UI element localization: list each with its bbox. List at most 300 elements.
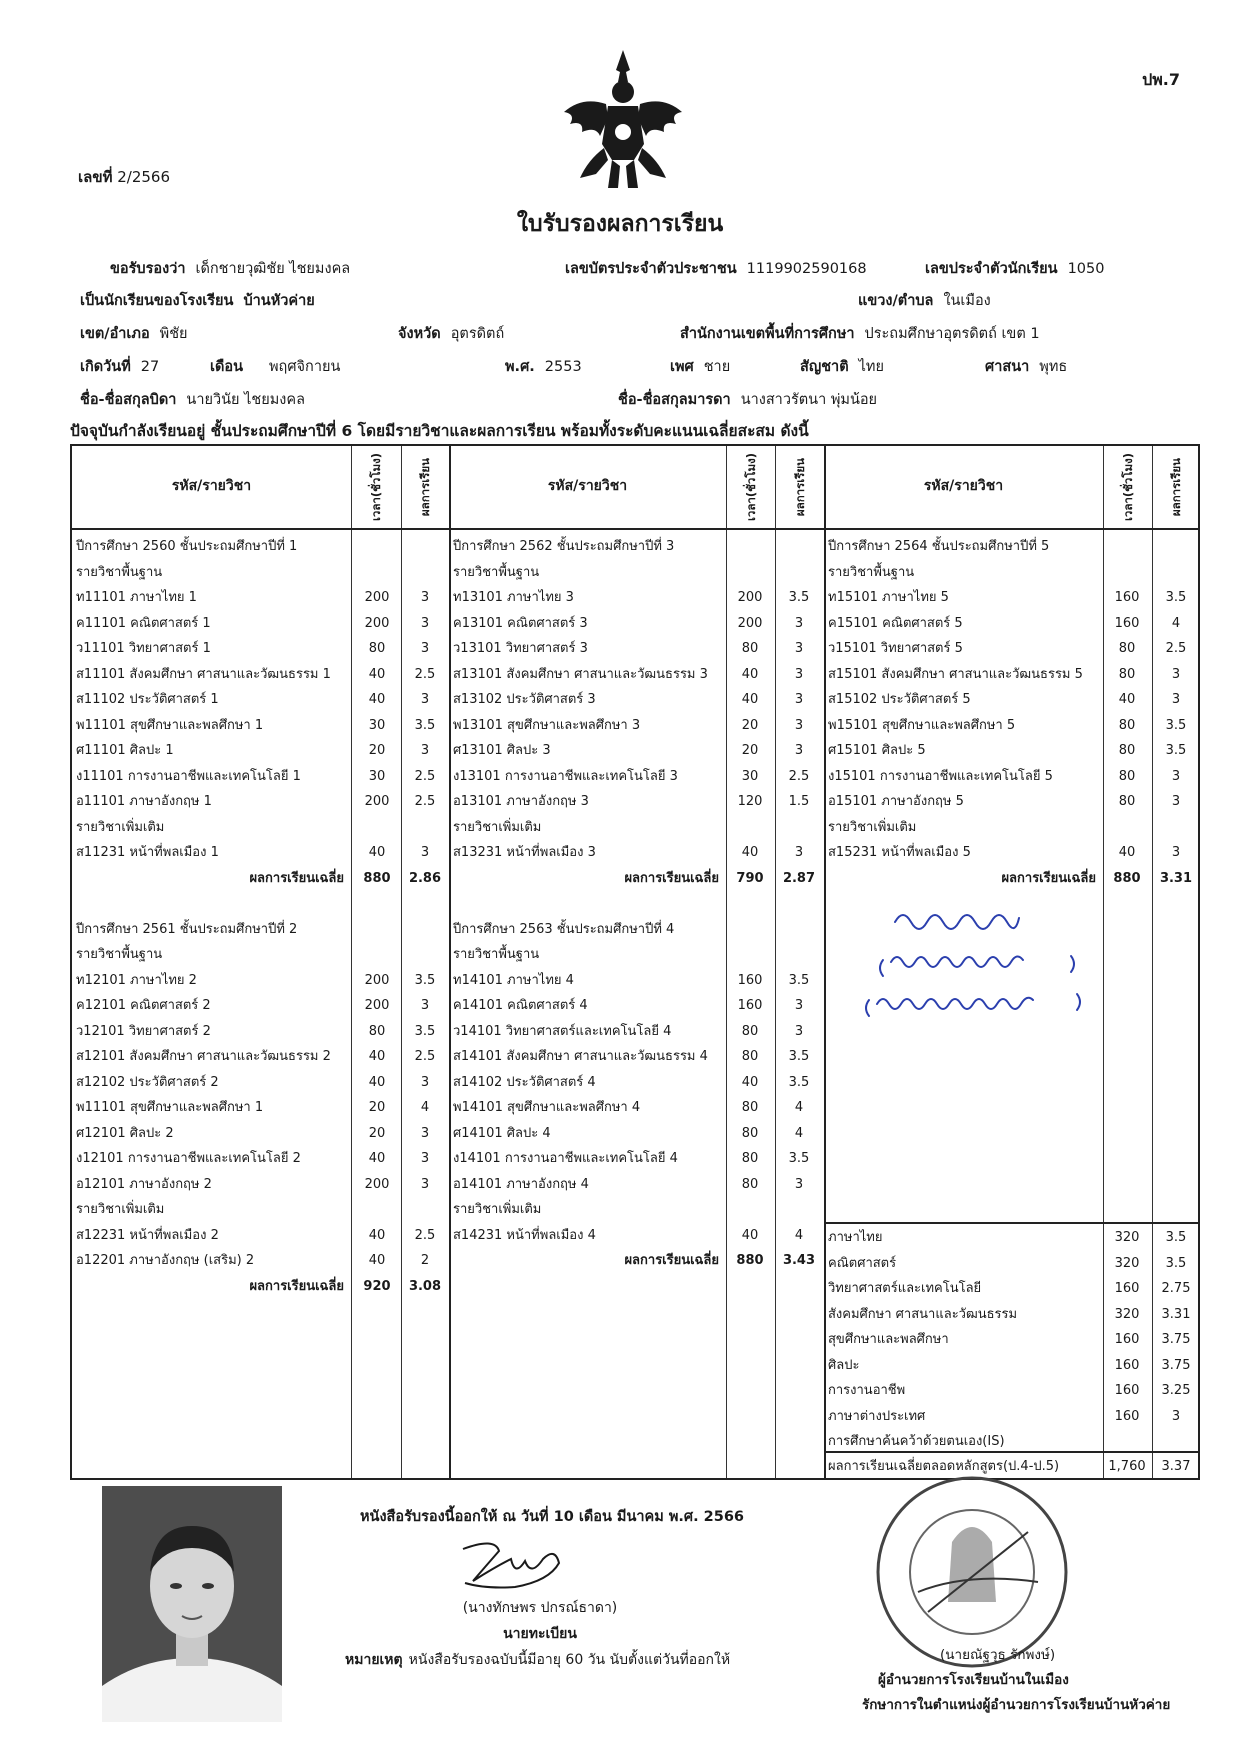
hours-value: 40	[1118, 692, 1136, 707]
subdistrict-line	[858, 289, 991, 312]
hours-value: 40	[741, 1074, 759, 1090]
table-row	[72, 1197, 1198, 1223]
subject-name: ส14102 ประวัติศาสตร์ 4	[453, 1074, 596, 1090]
table-row	[72, 840, 1198, 866]
director-position: ผู้อำนวยการโรงเรียนบ้านในเมือง	[878, 1672, 1069, 1688]
grade-value: 4	[794, 1227, 804, 1243]
subject-name: รายวิชาพื้นฐาน	[828, 564, 915, 580]
birth-year-label: พ.ศ.	[505, 359, 535, 375]
subject-name: ศิลปะ	[828, 1357, 860, 1373]
hours-value: 80	[741, 1176, 759, 1192]
grade-value: 3	[1171, 768, 1181, 784]
grade-value: 3.5	[1165, 1230, 1187, 1245]
grade-value: 3	[420, 743, 430, 758]
grade-value: 3	[420, 1125, 430, 1141]
hours-value: 1,760	[1108, 1459, 1146, 1474]
birth-year-line	[505, 355, 582, 378]
table-row	[72, 713, 1198, 739]
subject-name: ท14101 ภาษาไทย 4	[453, 972, 574, 988]
hours-value: 20	[368, 1125, 386, 1141]
student-id-line	[925, 257, 1104, 280]
subject-name: ว15101 วิทยาศาสตร์ 5	[828, 641, 963, 656]
average-label: ผลการเรียนเฉลี่ย	[1001, 870, 1096, 886]
hours-value: 20	[741, 717, 759, 733]
grade-value: 4	[420, 1100, 430, 1115]
hours-value: 200	[364, 972, 390, 988]
grade-value: 3	[794, 692, 804, 707]
office-value: ประถมศึกษาอุตรดิตถ์ เขต 1	[864, 326, 1040, 342]
hours-value: 200	[364, 998, 390, 1013]
subject-name: ค11101 คณิตศาสตร์ 1	[76, 615, 211, 631]
birth-day-line	[80, 355, 159, 378]
district-line	[80, 322, 188, 345]
birth-year-value: 2553	[544, 359, 582, 375]
subject-name: อ11101 ภาษาอังกฤษ 1	[76, 794, 212, 809]
grade-value: 2.5	[1165, 641, 1187, 656]
subject-name: ส11101 สังคมศึกษา ศาสนาและวัฒนธรรม 1	[76, 666, 331, 682]
grade-value: 3.5	[414, 972, 436, 988]
subject-name: รายวิชาเพิ่มเติม	[76, 819, 165, 835]
grade-value: 3	[420, 1074, 430, 1090]
grade-value: 4	[794, 1125, 804, 1141]
hours-value: 320	[1114, 1255, 1140, 1271]
hours-header-1: เวลา(ชั่วโมง)	[369, 452, 383, 522]
document-number	[78, 165, 170, 189]
grade-value: 3	[794, 1176, 804, 1192]
hours-value: 80	[741, 1151, 759, 1166]
sex-label: เพศ	[670, 359, 694, 375]
subject-name: ส13101 สังคมศึกษา ศาสนาและวัฒนธรรม 3	[453, 666, 708, 682]
hours-value: 20	[741, 743, 759, 758]
subject-name: ส14231 หน้าที่พลเมือง 4	[453, 1227, 596, 1243]
office-label: สำนักงานเขตพื้นที่การศึกษา	[680, 326, 855, 342]
subject-name: ค13101 คณิตศาสตร์ 3	[453, 615, 588, 631]
grade-value: 3.31	[1161, 1306, 1191, 1322]
hours-value: 20	[368, 1100, 386, 1115]
hours-value: 40	[368, 1049, 386, 1064]
mother-label: ชื่อ-ชื่อสกุลมารดา	[618, 392, 731, 408]
table-row	[72, 1044, 1198, 1070]
subject-header-3: รหัส/รายวิชา	[923, 478, 1004, 494]
subject-header-1: รหัส/รายวิชา	[171, 478, 252, 494]
father-line	[80, 388, 305, 411]
grade-value: 3	[1171, 666, 1181, 682]
hours-value: 880	[1113, 870, 1141, 886]
handwritten-certification-note	[855, 900, 1115, 1030]
subject-name: รายวิชาพื้นฐาน	[76, 564, 163, 580]
table-row	[72, 764, 1198, 790]
hours-value: 80	[1118, 717, 1136, 733]
table-row	[72, 611, 1198, 637]
subject-header-2: รหัส/รายวิชา	[547, 478, 628, 494]
subject-name: ศ15101 ศิลปะ 5	[828, 743, 926, 758]
subject-name: สังคมศึกษา ศาสนาและวัฒนธรรม	[828, 1306, 1018, 1322]
subject-name: พ11101 สุขศึกษาและพลศึกษา 1	[76, 1100, 264, 1115]
grade-value: 3.37	[1161, 1459, 1191, 1474]
father-label: ชื่อ-ชื่อสกุลบิดา	[80, 392, 177, 408]
table-row	[72, 534, 1198, 560]
hours-value: 40	[368, 692, 386, 707]
form-code: ปพ.7	[1142, 70, 1180, 89]
grade-value: 2.5	[414, 794, 436, 809]
province-label: จังหวัด	[398, 326, 441, 342]
subject-name: ส15231 หน้าที่พลเมือง 5	[828, 845, 971, 860]
grade-value: 3.43	[782, 1253, 816, 1268]
subject-name: รายวิชาพื้นฐาน	[453, 564, 540, 580]
province-value: อุตรดิตถ์	[450, 326, 505, 342]
grade-value: 3	[794, 743, 804, 758]
hours-value: 40	[368, 1151, 386, 1166]
table-row	[72, 815, 1198, 841]
hours-value: 40	[368, 1074, 386, 1090]
subject-name: ง13101 การงานอาชีพและเทคโนโลยี 3	[453, 768, 678, 784]
subject-name: ส13231 หน้าที่พลเมือง 3	[453, 845, 596, 860]
grade-value: 3.5	[788, 1049, 810, 1064]
subject-name: ว12101 วิทยาศาสตร์ 2	[76, 1023, 211, 1039]
student-id-label: เลขประจำตัวนักเรียน	[925, 261, 1058, 277]
school-line	[80, 289, 325, 312]
hours-value: 320	[1114, 1306, 1140, 1322]
subject-name: ส11102 ประวัติศาสตร์ 1	[76, 692, 219, 707]
grade-value: 3	[794, 998, 804, 1013]
table-row	[72, 1251, 1198, 1277]
grade-value: 3	[420, 845, 430, 860]
subject-name: ส15102 ประวัติศาสตร์ 5	[828, 692, 971, 707]
subject-name: ว11101 วิทยาศาสตร์ 1	[76, 641, 211, 656]
subject-name: การศึกษาค้นคว้าด้วยตนเอง(IS)	[828, 1434, 1005, 1449]
hours-value: 40	[741, 666, 759, 682]
table-row	[72, 1378, 1198, 1404]
subdistrict-value: ในเมือง	[943, 293, 991, 309]
subject-name: คณิตศาสตร์	[828, 1255, 897, 1271]
grade-value: 3	[794, 845, 804, 860]
grade-value: 3.5	[414, 717, 436, 733]
hours-value: 160	[1114, 1383, 1140, 1398]
hours-value: 80	[741, 1023, 759, 1039]
table-row	[72, 1276, 1198, 1302]
hours-value: 160	[1114, 1408, 1140, 1424]
hours-value: 80	[1118, 794, 1136, 809]
hours-value: 80	[741, 1100, 759, 1115]
grade-value: 3.5	[788, 972, 810, 988]
average-label: ผลการเรียนเฉลี่ย	[624, 870, 719, 886]
subject-name: ส11231 หน้าที่พลเมือง 1	[76, 845, 219, 860]
table-row	[72, 636, 1198, 662]
nationality-line	[800, 355, 884, 378]
hours-value: 200	[364, 615, 390, 631]
document-number-value: 2/2566	[117, 168, 171, 186]
grade-value: 3	[420, 615, 430, 631]
hours-value: 80	[1118, 666, 1136, 682]
hours-value: 920	[363, 1278, 391, 1294]
grade-value: 3.5	[788, 590, 810, 605]
subject-name: ศ12101 ศิลปะ 2	[76, 1125, 174, 1141]
district-value: พิชัย	[159, 326, 188, 342]
grade-value: 3	[420, 998, 430, 1013]
father-value: นายวินัย ไชยมงคล	[186, 392, 305, 408]
hours-value: 160	[1114, 1357, 1140, 1373]
hours-value: 40	[368, 845, 386, 860]
sex-value: ชาย	[703, 359, 731, 375]
grade-value: 3	[794, 1023, 804, 1039]
table-row	[72, 789, 1198, 815]
subject-name: ส12101 สังคมศึกษา ศาสนาและวัฒนธรรม 2	[76, 1049, 331, 1064]
subject-name: วิทยาศาสตร์และเทคโนโลยี	[828, 1281, 982, 1296]
grade-value: 2.75	[1161, 1281, 1191, 1296]
average-row	[72, 866, 1198, 892]
grade-value: 3	[794, 615, 804, 631]
certify-line	[110, 257, 350, 280]
religion-value: พุทธ	[1039, 359, 1068, 375]
district-label: เขต/อำเภอ	[80, 326, 150, 342]
subject-name: ศ14101 ศิลปะ 4	[453, 1125, 551, 1141]
subject-name: ค12101 คณิตศาสตร์ 2	[76, 998, 211, 1013]
id-card-line	[565, 257, 867, 280]
table-row	[72, 1095, 1198, 1121]
table-row	[72, 1070, 1198, 1096]
hours-value: 160	[1114, 1332, 1140, 1347]
grade-value: 3	[420, 641, 430, 656]
nationality-value: ไทย	[858, 359, 884, 375]
page-title: ใบรับรองผลการเรียน	[516, 211, 724, 237]
subject-name: รายวิชาเพิ่มเติม	[453, 819, 542, 835]
table-row	[72, 738, 1198, 764]
subject-name: พ15101 สุขศึกษาและพลศึกษา 5	[828, 717, 1016, 733]
table-row	[72, 1121, 1198, 1147]
hours-value: 200	[364, 794, 390, 809]
grade-value: 2.5	[414, 768, 436, 784]
grade-value: 2.5	[788, 768, 810, 784]
registrar-signature	[455, 1537, 575, 1592]
subject-name: ภาษาต่างประเทศ	[828, 1408, 926, 1424]
subject-name: พ11101 สุขศึกษาและพลศึกษา 1	[76, 717, 264, 733]
subject-name: อ12201 ภาษาอังกฤษ (เสริม) 2	[76, 1253, 255, 1268]
table-row	[72, 662, 1198, 688]
subject-name: พ13101 สุขศึกษาและพลศึกษา 3	[453, 717, 641, 733]
grade-value: 3	[420, 1151, 430, 1166]
grade-value: 3	[420, 692, 430, 707]
hours-value: 200	[364, 590, 390, 605]
hours-value: 320	[1114, 1230, 1140, 1245]
school-value: บ้านหัวค่าย	[243, 293, 315, 309]
hours-value: 80	[1118, 743, 1136, 758]
grade-value: 3.75	[1161, 1332, 1191, 1347]
grade-value: 2	[420, 1253, 430, 1268]
table-row	[72, 1225, 1198, 1251]
subject-name: ท11101 ภาษาไทย 1	[76, 590, 197, 605]
subject-name: ปีการศึกษา 2562 ชั้นประถมศึกษาปีที่ 3	[453, 539, 675, 554]
certify-label: ขอรับรองว่า	[110, 261, 186, 277]
hours-value: 80	[1118, 768, 1136, 784]
grade-value: 3	[1171, 1408, 1181, 1424]
hours-value: 790	[736, 870, 764, 886]
average-label: ผลการเรียนเฉลี่ย	[624, 1253, 719, 1268]
grade-value: 3.5	[1165, 1255, 1187, 1271]
school-label: เป็นนักเรียนของโรงเรียน	[80, 293, 234, 309]
hours-value: 40	[741, 692, 759, 707]
hours-value: 80	[741, 641, 759, 656]
grade-value: 2.5	[414, 666, 436, 682]
subject-name: พ14101 สุขศึกษาและพลศึกษา 4	[453, 1100, 641, 1115]
table-row	[72, 1404, 1198, 1430]
hours-value: 160	[737, 998, 763, 1013]
average-label: ผลการเรียนเฉลี่ย	[249, 870, 344, 886]
subject-name: ปีการศึกษา 2560 ชั้นประถมศึกษาปีที่ 1	[76, 539, 298, 554]
grade-value: 4	[794, 1100, 804, 1115]
grade-value: 3.08	[408, 1278, 442, 1294]
grade-value: 3	[794, 717, 804, 733]
hours-value: 80	[368, 1023, 386, 1039]
mother-value: นางสาวรัตนา พุ่มน้อย	[740, 392, 878, 408]
grade-value: 2.5	[414, 1049, 436, 1064]
grade-value: 3	[794, 641, 804, 656]
grade-value: 3	[1171, 845, 1181, 860]
hours-value: 200	[364, 1176, 390, 1192]
hours-value: 30	[368, 768, 386, 784]
table-row	[72, 1429, 1198, 1455]
subject-name: ส13102 ประวัติศาสตร์ 3	[453, 692, 596, 707]
grade-value: 3.5	[414, 1023, 436, 1039]
subject-name: รายวิชาพื้นฐาน	[453, 947, 540, 962]
hours-value: 80	[741, 1125, 759, 1141]
hours-value: 40	[368, 1253, 386, 1268]
subject-name: ส12102 ประวัติศาสตร์ 2	[76, 1074, 219, 1090]
hours-value: 80	[741, 1049, 759, 1064]
hours-value: 160	[1114, 590, 1140, 605]
subject-name: อ12101 ภาษาอังกฤษ 2	[76, 1176, 212, 1192]
grade-value: 3.5	[1165, 590, 1187, 605]
document-number-label: เลขที่	[78, 168, 113, 186]
subject-name: ง11101 การงานอาชีพและเทคโนโลยี 1	[76, 768, 301, 784]
sex-line	[670, 355, 730, 378]
grade-value: 3.5	[788, 1074, 810, 1090]
subject-name: ง12101 การงานอาชีพและเทคโนโลยี 2	[76, 1151, 301, 1166]
subject-name: ง15101 การงานอาชีพและเทคโนโลยี 5	[828, 768, 1053, 784]
remark	[345, 1649, 730, 1671]
hours-value: 40	[368, 1227, 386, 1243]
hours-value: 30	[741, 768, 759, 784]
grade-value: 3.5	[788, 1151, 810, 1166]
table-row	[72, 1327, 1198, 1353]
birth-day-label: เกิดวันที่	[80, 359, 131, 375]
remark-text: หนังสือรับรองฉบับนี้มีอายุ 60 วัน นับตั้งแต่วันที่ออกให้	[408, 1652, 731, 1668]
grade-value: 3.5	[1165, 717, 1187, 733]
grade-value: 2.86	[408, 870, 442, 886]
subject-name: ปีการศึกษา 2564 ชั้นประถมศึกษาปีที่ 5	[828, 539, 1050, 554]
subject-name: รายวิชาเพิ่มเติม	[453, 1202, 542, 1217]
director-acting-position: รักษาการในตำแหน่งผู้อำนวยการโรงเรียนบ้านหัวค่าย	[862, 1697, 1171, 1713]
grade-value: 4	[1171, 615, 1181, 631]
religion-line	[985, 355, 1067, 378]
grade-header-2: ผลการเรียน	[792, 457, 807, 517]
grade-header-1: ผลการเรียน	[418, 457, 432, 517]
hours-value: 20	[368, 743, 386, 758]
table-row	[72, 560, 1198, 586]
subject-name: ส12231 หน้าที่พลเมือง 2	[76, 1227, 219, 1243]
hours-value: 160	[1114, 615, 1140, 631]
subject-name: ส15101 สังคมศึกษา ศาสนาและวัฒนธรรม 5	[828, 666, 1083, 682]
hours-value: 80	[368, 641, 386, 656]
grade-value: 3	[1171, 794, 1181, 809]
table-row	[72, 1146, 1198, 1172]
province-line	[398, 322, 504, 345]
grade-value: 2.87	[782, 870, 816, 886]
issue-statement: หนังสือรับรองนี้ออกให้ ณ วันที่ 10 เดือน มีนาคม พ.ศ. 2566	[360, 1509, 745, 1525]
mother-line	[618, 388, 877, 411]
subject-name: การงานอาชีพ	[828, 1383, 906, 1398]
religion-label: ศาสนา	[985, 359, 1030, 375]
registrar-name: (นางทักษพร ปกรณ์ธาดา)	[462, 1600, 618, 1616]
grade-value: 3	[794, 666, 804, 682]
subdistrict-label: แขวง/ตำบล	[858, 293, 934, 309]
hours-value: 40	[741, 1227, 759, 1243]
student-name: เด็กชายวุฒิชัย ไชยมงคล	[195, 261, 351, 277]
birth-day-value: 27	[140, 359, 160, 375]
subject-name: ศ11101 ศิลปะ 1	[76, 743, 174, 758]
table-row	[72, 687, 1198, 713]
subject-name: รายวิชาพื้นฐาน	[76, 947, 163, 962]
subject-name: รายวิชาเพิ่มเติม	[828, 819, 917, 835]
office-line	[680, 322, 1040, 345]
subject-name: ผลการเรียนเฉลี่ยตลอดหลักสูตร(ป.4-ป.5)	[828, 1459, 1060, 1474]
subject-name: อ15101 ภาษาอังกฤษ 5	[828, 794, 964, 809]
grade-value: 3.25	[1161, 1383, 1191, 1398]
subject-name: ว14101 วิทยาศาสตร์และเทคโนโลยี 4	[453, 1023, 672, 1039]
hours-value: 80	[1118, 641, 1136, 656]
garuda-emblem-icon	[560, 48, 686, 193]
hours-value: 40	[741, 845, 759, 860]
hours-header-2: เวลา(ชั่วโมง)	[743, 452, 758, 522]
school-seal-stamp	[858, 1472, 1086, 1670]
birth-month-line	[210, 355, 340, 378]
subject-name: ส14101 สังคมศึกษา ศาสนาและวัฒนธรรม 4	[453, 1049, 708, 1064]
subject-name: ปีการศึกษา 2561 ชั้นประถมศึกษาปีที่ 2	[76, 921, 298, 937]
hours-value: 40	[368, 666, 386, 682]
grade-header-3: ผลการเรียน	[1169, 457, 1183, 517]
hours-value: 160	[737, 972, 763, 988]
table-row	[72, 585, 1198, 611]
subject-name: ค14101 คณิตศาสตร์ 4	[453, 998, 588, 1013]
table-row	[72, 1353, 1198, 1379]
table-row	[72, 1302, 1198, 1328]
subject-name: ปีการศึกษา 2563 ชั้นประถมศึกษาปีที่ 4	[453, 921, 675, 937]
grade-value: 3	[420, 1176, 430, 1192]
subject-name: ค15101 คณิตศาสตร์ 5	[828, 615, 963, 631]
intro-statement: ปัจจุบันกำลังเรียนอยู่ ชั้นประถมศึกษาปีที่ 6 โดยมีรายวิชาและผลการเรียน พร้อมทั้งระดับคะแนนเฉลี่ยสะสม ดังนี้	[70, 422, 809, 440]
id-card-label: เลขบัตรประจำตัวประชาชน	[565, 261, 737, 277]
grade-value: 3.75	[1161, 1357, 1191, 1373]
table-row	[72, 1172, 1198, 1198]
hours-value: 160	[1114, 1281, 1140, 1296]
hours-value: 40	[1118, 845, 1136, 860]
nationality-label: สัญชาติ	[800, 359, 849, 375]
birth-month-label: เดือน	[210, 359, 243, 375]
hours-value: 880	[363, 870, 391, 886]
subject-name: อ13101 ภาษาอังกฤษ 3	[453, 794, 589, 809]
grade-value: 3.31	[1159, 870, 1193, 886]
birth-month-value: พฤศจิกายน	[269, 359, 341, 375]
grade-value: 2.5	[414, 1227, 436, 1243]
hours-value: 30	[368, 717, 386, 733]
subject-name: ศ13101 ศิลปะ 3	[453, 743, 551, 758]
subject-name: ภาษาไทย	[828, 1230, 883, 1245]
student-id-value: 1050	[1067, 261, 1105, 277]
subject-name: ท12101 ภาษาไทย 2	[76, 972, 197, 988]
grade-value: 1.5	[788, 794, 810, 809]
subject-name: ง14101 การงานอาชีพและเทคโนโลยี 4	[453, 1151, 678, 1166]
grade-value: 3	[420, 590, 430, 605]
subject-name: สุขศึกษาและพลศึกษา	[828, 1332, 949, 1347]
